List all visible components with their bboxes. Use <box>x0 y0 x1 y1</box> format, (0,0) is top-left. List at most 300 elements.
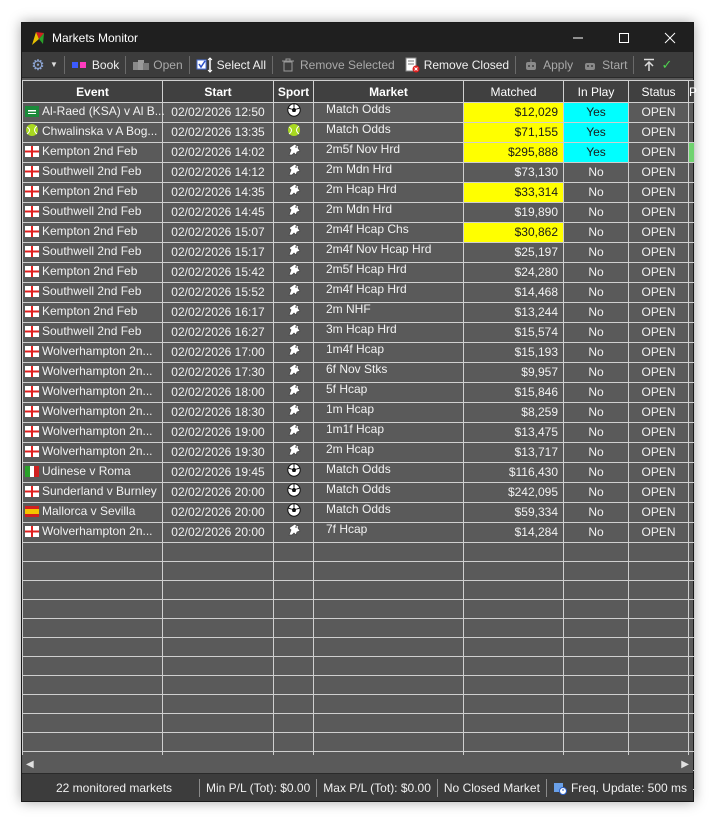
empty-cell <box>314 676 464 695</box>
empty-cell <box>464 581 564 600</box>
status-cell[interactable]: OPEN <box>629 283 689 303</box>
start-cell[interactable]: 02/02/2026 17:00 <box>163 343 274 363</box>
empty-cell <box>629 714 689 733</box>
table-row[interactable] <box>23 503 695 523</box>
column-header-sport[interactable]: Sport <box>274 81 314 103</box>
sport-cell[interactable] <box>274 343 314 363</box>
empty-cell <box>629 695 689 714</box>
event-cell[interactable] <box>23 343 163 363</box>
inplay-cell[interactable]: Yes <box>564 123 629 143</box>
event-cell[interactable] <box>23 263 163 283</box>
horizontal-scrollbar[interactable] <box>22 755 693 773</box>
event-cell[interactable] <box>23 123 163 143</box>
market-cell[interactable]: 2m4f Hcap Chs <box>314 223 464 243</box>
table-row[interactable] <box>23 403 695 423</box>
market-cell[interactable]: 2m Hcap <box>314 443 464 463</box>
market-cell[interactable]: 3m Hcap Hrd <box>314 323 464 343</box>
inplay-cell[interactable]: No <box>564 163 629 183</box>
sport-cell[interactable] <box>274 303 314 323</box>
sport-cell[interactable] <box>274 223 314 243</box>
status-cell[interactable]: OPEN <box>629 523 689 543</box>
table-row[interactable] <box>23 143 695 163</box>
eng-flag-icon <box>25 145 39 162</box>
extra-cell[interactable] <box>689 223 695 243</box>
status-cell[interactable]: OPEN <box>629 143 689 163</box>
table-row[interactable] <box>23 523 695 543</box>
empty-cell <box>314 619 464 638</box>
table-row[interactable] <box>23 243 695 263</box>
empty-cell <box>689 714 695 733</box>
empty-cell <box>689 562 695 581</box>
matched-cell[interactable]: $9,957 <box>464 363 564 383</box>
market-cell[interactable]: 2m4f Nov Hcap Hrd <box>314 243 464 263</box>
status-cell[interactable]: OPEN <box>629 123 689 143</box>
extra-cell[interactable] <box>689 263 695 283</box>
frequency-label: Freq. Update: 500 ms <box>570 780 687 795</box>
table-row[interactable] <box>23 423 695 443</box>
horse-icon <box>286 246 302 260</box>
horse-icon <box>286 146 302 160</box>
empty-cell <box>564 657 629 676</box>
sport-cell[interactable] <box>274 143 314 163</box>
remove-closed-button[interactable] <box>399 53 513 77</box>
monitored-count: 22 monitored markets <box>22 779 200 797</box>
sport-cell[interactable] <box>274 383 314 403</box>
event-name: Southwell 2nd Feb <box>42 204 142 218</box>
inplay-cell[interactable]: No <box>564 303 629 323</box>
start-cell[interactable]: 02/02/2026 16:27 <box>163 323 274 343</box>
status-cell[interactable]: OPEN <box>629 423 689 443</box>
scroll-right-icon[interactable]: ▶ <box>681 758 689 770</box>
event-cell[interactable] <box>23 283 163 303</box>
horse-icon <box>286 206 302 220</box>
matched-cell[interactable]: $8,259 <box>464 403 564 423</box>
matched-cell[interactable]: $33,314 <box>464 183 564 203</box>
empty-cell <box>23 581 163 600</box>
open-markets-icon <box>132 57 150 73</box>
empty-cell <box>689 638 695 657</box>
horse-icon <box>286 526 302 540</box>
event-cell[interactable] <box>23 143 163 163</box>
column-header-extra[interactable]: P <box>689 81 695 103</box>
event-cell[interactable] <box>23 403 163 423</box>
title-bar[interactable] <box>22 23 693 52</box>
empty-cell <box>689 600 695 619</box>
sport-cell[interactable] <box>274 443 314 463</box>
inplay-cell[interactable]: No <box>564 503 629 523</box>
table-row[interactable] <box>23 483 695 503</box>
event-cell[interactable] <box>23 323 163 343</box>
sport-cell[interactable] <box>274 163 314 183</box>
matched-cell[interactable]: $24,280 <box>464 263 564 283</box>
status-cell[interactable]: OPEN <box>629 203 689 223</box>
open-label: Open <box>153 57 183 72</box>
table-row[interactable] <box>23 463 695 483</box>
inplay-cell[interactable]: No <box>564 183 629 203</box>
market-cell[interactable]: 2m4f Hcap Hrd <box>314 283 464 303</box>
start-cell[interactable]: 02/02/2026 14:12 <box>163 163 274 183</box>
tennis-flag-icon <box>25 123 39 142</box>
event-cell[interactable] <box>23 303 163 323</box>
start-cell[interactable]: 02/02/2026 16:17 <box>163 303 274 323</box>
matched-cell[interactable]: $295,888 <box>464 143 564 163</box>
event-name: Kempton 2nd Feb <box>42 144 138 158</box>
frequency-status[interactable] <box>547 779 693 797</box>
extra-cell[interactable] <box>689 343 695 363</box>
extra-cell[interactable] <box>689 123 695 143</box>
table-row[interactable] <box>23 163 695 183</box>
extra-cell[interactable] <box>689 523 695 543</box>
status-cell[interactable]: OPEN <box>629 403 689 423</box>
market-cell[interactable]: 2m Mdn Hrd <box>314 203 464 223</box>
close-button[interactable] <box>647 23 693 52</box>
matched-cell[interactable]: $242,095 <box>464 483 564 503</box>
empty-cell <box>163 600 274 619</box>
status-bar <box>22 773 693 801</box>
event-cell[interactable] <box>23 503 163 523</box>
table-row[interactable] <box>23 363 695 383</box>
empty-cell <box>23 676 163 695</box>
matched-cell[interactable]: $15,846 <box>464 383 564 403</box>
matched-cell[interactable]: $116,430 <box>464 463 564 483</box>
table-row[interactable] <box>23 443 695 463</box>
empty-cell <box>163 733 274 752</box>
event-cell[interactable] <box>23 203 163 223</box>
sport-cell[interactable] <box>274 243 314 263</box>
horse-icon <box>286 266 302 280</box>
table-row[interactable] <box>23 123 695 143</box>
column-header-start[interactable]: Start <box>163 81 274 103</box>
market-cell[interactable]: Match Odds <box>314 463 464 483</box>
start-cell[interactable]: 02/02/2026 14:35 <box>163 183 274 203</box>
min-pl: Min P/L (Tot): $0.00 <box>200 779 317 797</box>
sport-cell[interactable] <box>274 483 314 503</box>
status-cell[interactable]: OPEN <box>629 503 689 523</box>
matched-cell[interactable]: $14,284 <box>464 523 564 543</box>
table-row[interactable] <box>23 323 695 343</box>
inplay-cell[interactable]: Yes <box>564 103 629 123</box>
sport-cell[interactable] <box>274 523 314 543</box>
start-cell[interactable]: 02/02/2026 18:30 <box>163 403 274 423</box>
sport-cell[interactable] <box>274 463 314 483</box>
event-cell[interactable] <box>23 523 163 543</box>
empty-cell <box>274 676 314 695</box>
sport-cell[interactable] <box>274 403 314 423</box>
matched-cell[interactable]: $19,890 <box>464 203 564 223</box>
inplay-cell[interactable]: No <box>564 383 629 403</box>
market-cell[interactable]: 1m Hcap <box>314 403 464 423</box>
market-cell[interactable]: 2m Hcap Hrd <box>314 183 464 203</box>
eng-flag-icon <box>25 225 39 242</box>
matched-cell[interactable]: $71,155 <box>464 123 564 143</box>
sport-cell[interactable] <box>274 503 314 523</box>
horse-icon <box>286 226 302 240</box>
extra-cell[interactable] <box>689 203 695 223</box>
sport-cell[interactable] <box>274 323 314 343</box>
sport-cell[interactable] <box>274 423 314 443</box>
status-cell[interactable]: OPEN <box>629 363 689 383</box>
extra-cell[interactable] <box>689 443 695 463</box>
book-button[interactable] <box>67 53 123 77</box>
empty-cell <box>689 695 695 714</box>
inplay-cell[interactable]: No <box>564 463 629 483</box>
event-name: Kempton 2nd Feb <box>42 264 138 278</box>
inplay-cell[interactable]: No <box>564 223 629 243</box>
status-cell[interactable]: OPEN <box>629 463 689 483</box>
market-cell[interactable]: 2m5f Hcap Hrd <box>314 263 464 283</box>
empty-cell <box>23 714 163 733</box>
sport-cell[interactable] <box>274 263 314 283</box>
status-cell[interactable]: OPEN <box>629 443 689 463</box>
closed-market-status: No Closed Market <box>438 779 547 797</box>
event-cell[interactable] <box>23 463 163 483</box>
event-cell[interactable] <box>23 443 163 463</box>
table-row[interactable] <box>23 383 695 403</box>
start-cell[interactable]: 02/02/2026 15:42 <box>163 263 274 283</box>
start-cell[interactable]: 02/02/2026 15:07 <box>163 223 274 243</box>
inplay-cell[interactable]: No <box>564 443 629 463</box>
table-row[interactable] <box>23 263 695 283</box>
column-header-market[interactable]: Market <box>314 81 464 103</box>
matched-cell[interactable]: $14,468 <box>464 283 564 303</box>
markets-grid[interactable] <box>22 80 698 753</box>
empty-cell <box>163 676 274 695</box>
empty-cell <box>23 733 163 752</box>
inplay-cell[interactable]: No <box>564 283 629 303</box>
extra-cell[interactable] <box>689 163 695 183</box>
sport-cell[interactable] <box>274 283 314 303</box>
market-cell[interactable]: Match Odds <box>314 103 464 123</box>
extra-cell[interactable] <box>689 423 695 443</box>
inplay-cell[interactable]: No <box>564 403 629 423</box>
status-cell[interactable]: OPEN <box>629 483 689 503</box>
market-cell[interactable]: 2m Mdn Hrd <box>314 163 464 183</box>
toolbar-separator <box>189 56 190 74</box>
status-cell[interactable]: OPEN <box>629 343 689 363</box>
empty-cell <box>274 657 314 676</box>
apply-button[interactable] <box>518 53 577 77</box>
settings-dropdown-button[interactable] <box>25 53 62 77</box>
market-cell[interactable]: Match Odds <box>314 483 464 503</box>
column-header-status[interactable]: Status <box>629 81 689 103</box>
empty-row <box>23 619 695 638</box>
table-row[interactable] <box>23 303 695 323</box>
start-cell[interactable]: 02/02/2026 19:00 <box>163 423 274 443</box>
market-cell[interactable]: 2m NHF <box>314 303 464 323</box>
market-cell[interactable]: Match Odds <box>314 503 464 523</box>
event-cell[interactable] <box>23 103 163 123</box>
gear-icon: ⚙ <box>31 56 45 74</box>
extra-cell[interactable] <box>689 303 695 323</box>
empty-cell <box>564 600 629 619</box>
event-name: Southwell 2nd Feb <box>42 164 142 178</box>
inplay-cell[interactable]: No <box>564 523 629 543</box>
sport-cell[interactable] <box>274 103 314 123</box>
event-cell[interactable] <box>23 183 163 203</box>
market-cell[interactable]: 1m4f Hcap <box>314 343 464 363</box>
column-header-inplay[interactable]: In Play <box>564 81 629 103</box>
status-cell[interactable]: OPEN <box>629 183 689 203</box>
inplay-cell[interactable]: No <box>564 263 629 283</box>
status-cell[interactable]: OPEN <box>629 263 689 283</box>
scroll-left-icon[interactable]: ◀ <box>26 758 34 770</box>
market-cell[interactable]: 1m1f Hcap <box>314 423 464 443</box>
market-cell[interactable]: 5f Hcap <box>314 383 464 403</box>
extra-cell[interactable] <box>689 463 695 483</box>
event-cell[interactable] <box>23 223 163 243</box>
open-button[interactable] <box>128 53 186 77</box>
inplay-cell[interactable]: No <box>564 343 629 363</box>
status-cell[interactable]: OPEN <box>629 243 689 263</box>
select-all-label: Select All <box>216 57 266 72</box>
matched-cell[interactable]: $13,475 <box>464 423 564 443</box>
empty-row <box>23 714 695 733</box>
remove-selected-button[interactable] <box>275 53 399 77</box>
empty-cell <box>464 543 564 562</box>
eng-flag-icon <box>25 385 39 402</box>
extra-cell[interactable] <box>689 283 695 303</box>
empty-cell <box>23 562 163 581</box>
toolbar-separator <box>64 56 65 74</box>
empty-cell <box>163 638 274 657</box>
table-row[interactable] <box>23 183 695 203</box>
minimize-button[interactable] <box>555 23 601 52</box>
inplay-cell[interactable]: No <box>564 483 629 503</box>
event-cell[interactable] <box>23 383 163 403</box>
extra-cell[interactable] <box>689 323 695 343</box>
empty-cell <box>314 695 464 714</box>
book-label: Book <box>91 57 120 72</box>
market-cell[interactable]: 7f Hcap <box>314 523 464 543</box>
start-cell[interactable]: 02/02/2026 18:00 <box>163 383 274 403</box>
status-cell[interactable]: OPEN <box>629 163 689 183</box>
status-cell[interactable]: OPEN <box>629 223 689 243</box>
table-row[interactable] <box>23 203 695 223</box>
sport-cell[interactable] <box>274 363 314 383</box>
matched-cell[interactable]: $30,862 <box>464 223 564 243</box>
matched-cell[interactable]: $59,334 <box>464 503 564 523</box>
empty-cell <box>314 733 464 752</box>
eng-flag-icon <box>25 485 39 502</box>
matched-cell[interactable]: $15,574 <box>464 323 564 343</box>
select-all-icon <box>196 57 214 73</box>
table-row[interactable] <box>23 223 695 243</box>
eng-flag-icon <box>25 245 39 262</box>
sport-cell[interactable] <box>274 123 314 143</box>
start-cell[interactable]: 02/02/2026 19:30 <box>163 443 274 463</box>
event-cell[interactable] <box>23 163 163 183</box>
inplay-cell[interactable]: No <box>564 323 629 343</box>
inplay-cell[interactable]: Yes <box>564 143 629 163</box>
empty-cell <box>274 695 314 714</box>
start-cell[interactable]: 02/02/2026 14:45 <box>163 203 274 223</box>
chevron-down-icon: ▼ <box>50 60 58 69</box>
market-cell[interactable]: 6f Nov Stks <box>314 363 464 383</box>
start-cell[interactable]: 02/02/2026 15:17 <box>163 243 274 263</box>
event-cell[interactable] <box>23 423 163 443</box>
extra-cell[interactable] <box>689 363 695 383</box>
start-cell[interactable]: 02/02/2026 20:00 <box>163 523 274 543</box>
start-cell[interactable]: 02/02/2026 20:00 <box>163 483 274 503</box>
column-header-event[interactable]: Event <box>23 81 163 103</box>
matched-cell[interactable]: $13,244 <box>464 303 564 323</box>
soccer-icon <box>287 466 301 480</box>
sport-cell[interactable] <box>274 203 314 223</box>
empty-cell <box>629 733 689 752</box>
status-cell[interactable]: OPEN <box>629 383 689 403</box>
matched-cell[interactable]: $13,717 <box>464 443 564 463</box>
extra-cell[interactable] <box>689 403 695 423</box>
maximize-button[interactable] <box>601 23 647 52</box>
sport-cell[interactable] <box>274 183 314 203</box>
start-cell[interactable]: 02/02/2026 13:35 <box>163 123 274 143</box>
event-cell[interactable] <box>23 243 163 263</box>
inplay-cell[interactable]: No <box>564 363 629 383</box>
table-row[interactable] <box>23 343 695 363</box>
window-title: Markets Monitor <box>52 30 139 45</box>
empty-cell <box>163 581 274 600</box>
empty-cell <box>23 619 163 638</box>
matched-cell[interactable]: $25,197 <box>464 243 564 263</box>
empty-row <box>23 543 695 562</box>
toolbar-separator <box>272 56 273 74</box>
matched-cell[interactable]: $12,029 <box>464 103 564 123</box>
status-cell[interactable]: OPEN <box>629 103 689 123</box>
extra-cell[interactable] <box>689 243 695 263</box>
matched-cell[interactable]: $15,193 <box>464 343 564 363</box>
select-all-button[interactable] <box>192 53 270 77</box>
start-cell[interactable]: 02/02/2026 19:45 <box>163 463 274 483</box>
move-top-button[interactable] <box>636 53 676 77</box>
market-cell[interactable]: Match Odds <box>314 123 464 143</box>
event-name: Kempton 2nd Feb <box>42 184 138 198</box>
status-cell[interactable]: OPEN <box>629 323 689 343</box>
extra-cell[interactable] <box>689 483 695 503</box>
market-cell[interactable]: 2m5f Nov Hrd <box>314 143 464 163</box>
matched-cell[interactable]: $73,130 <box>464 163 564 183</box>
empty-cell <box>163 657 274 676</box>
table-row[interactable] <box>23 283 695 303</box>
start-cell[interactable]: 02/02/2026 12:50 <box>163 103 274 123</box>
empty-cell <box>274 619 314 638</box>
status-cell[interactable]: OPEN <box>629 303 689 323</box>
extra-cell[interactable] <box>689 503 695 523</box>
empty-cell <box>314 600 464 619</box>
start-cell[interactable]: 02/02/2026 20:00 <box>163 503 274 523</box>
inplay-cell[interactable]: No <box>564 423 629 443</box>
inplay-cell[interactable]: No <box>564 243 629 263</box>
empty-cell <box>163 562 274 581</box>
event-cell[interactable] <box>23 483 163 503</box>
extra-cell[interactable] <box>689 103 695 123</box>
max-pl: Max P/L (Tot): $0.00 <box>317 779 438 797</box>
extra-cell[interactable] <box>689 183 695 203</box>
extra-cell[interactable] <box>689 383 695 403</box>
event-cell[interactable] <box>23 363 163 383</box>
start-cell[interactable]: 02/02/2026 14:02 <box>163 143 274 163</box>
inplay-cell[interactable]: No <box>564 203 629 223</box>
column-header-matched[interactable]: Matched <box>464 81 564 103</box>
extra-cell[interactable] <box>689 143 695 163</box>
empty-row <box>23 733 695 752</box>
empty-cell <box>564 733 629 752</box>
ksa-flag-icon <box>25 105 39 122</box>
start-cell[interactable]: 02/02/2026 15:52 <box>163 283 274 303</box>
event-name: Wolverhampton 2n... <box>42 424 153 438</box>
start-cell[interactable]: 02/02/2026 17:30 <box>163 363 274 383</box>
table-row[interactable] <box>23 103 695 123</box>
start-button[interactable] <box>577 53 631 77</box>
